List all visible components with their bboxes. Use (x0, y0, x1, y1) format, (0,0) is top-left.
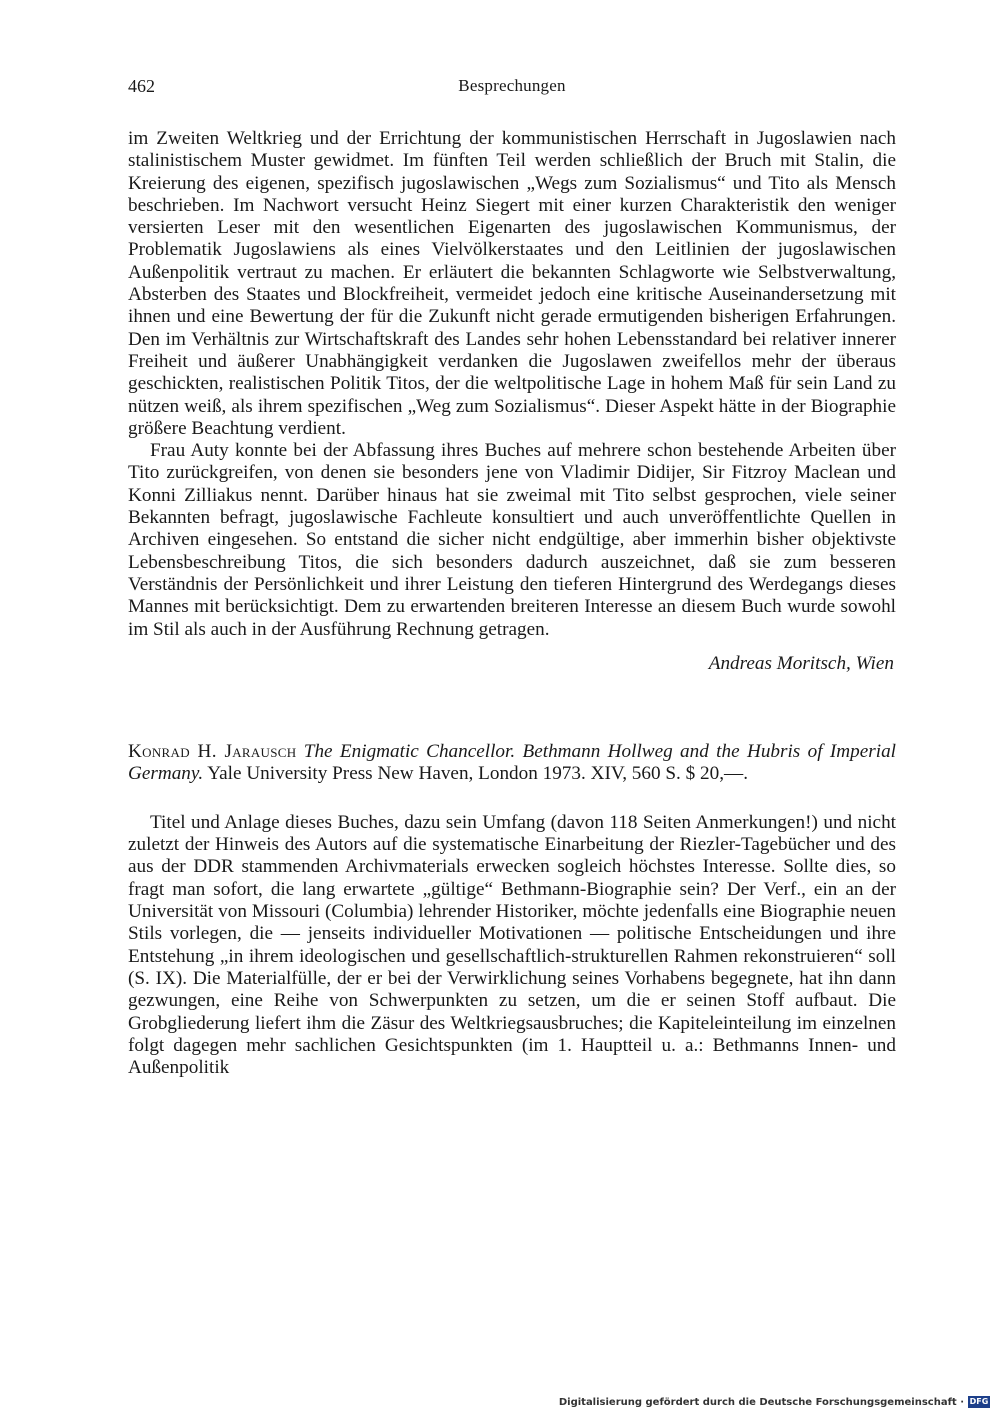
review2-heading (128, 741, 896, 786)
review2-paragraph-1: Titel und Anlage dieses Buches, dazu sein Umfang (davon 118 Seiten Anmerkungen!) und nicht zuletzt der Hinweis des Autors auf die systematische Einarbeitung der Riezler-Tagebücher und des aus der DDR stammenden Archivmaterials erwecken sogleich höchstes Interesse. Sollte dies, so fragt man sofort, die lang erwartete „gültige“ Bethmann-Biographie sein? Der Verf., ein an der Universität von Missouri (Columbia) lehrender Historiker, möchte jedenfalls eine Biographie neuen Stils vorlegen, die — jenseits individueller Motivationen — politische Entscheidungen und ihre Entstehung „in ihrem ideologischen und gesellschaftlich-strukturellen Rahmen rekonstruieren“ soll (S. IX). Die Materialfülle, der er bei der Verwirklichung seines Vorhabens begegnete, hat ihn dann gezwungen, eine Reihe von Schwerpunkten zu setzen, um die er seinen Stoff aufbaut. Die Grobgliederung liefert ihm die Zäsur des Weltkriegsausbruches; die Kapiteleinteilung im einzelnen folgt dagegen mehr sachlichen Gesichtspunkten (im 1. Hauptteil u. a.: Bethmanns Innen- und Außenpolitik (128, 811, 896, 1079)
book-author: Konrad H. Jarausch (128, 740, 297, 762)
page-header (128, 76, 896, 102)
review1-paragraph-2: Frau Auty konnte bei der Abfassung ihres Buches auf mehrere schon bestehende Arbeiten über Tito zurückgreifen, von denen sie besonders jene von Vladimir Didijer, Sir Fitzroy Maclean und Konni Zilliakus nennt. Darüber hinaus hat sie zweimal mit Tito selbst gesprochen, viele seiner Bekannten befragt, jugoslawische Fachleute konsultiert und auch unveröffentlichte Quellen in Archiven eingesehen. So entstand die sicher nicht endgültige, aber immerhin bisher objektivste Lebensbeschreibung Titos, die sich besonders dadurch auszeichnet, daß sie zum besseren Verständnis der Persönlichkeit und ihrer Leistung den tieferen Hintergrund des Werdegangs dieses Mannes mit berücksichtigt. Dem zu erwartenden breiteren Interesse an diesem Buch wurde sowohl im Stil als auch in der Ausführung Rechnung getragen. (128, 440, 896, 640)
review1-paragraph-1: im Zweiten Weltkrieg und der Errichtung der kommunistischen Herrschaft in Jugoslawien nach stalinistischem Muster gewidmet. Im fünften Teil werden schließlich der Bruch mit Stalin, die Kreierung des eigenen, spezifisch jugoslawischen „Wegs zum Sozialismus“ und Tito als Mensch beschrieben. Im Nachwort versucht Heinz Siegert mit einer kurzen Charakteristik den weniger versierten Leser mit den wesentlichen Eigenarten des jugoslawischen Kommunismus, der Problematik Jugoslawiens als eines Vielvölkerstaates und den Leitlinien der jugoslawischen Außenpolitik vertraut zu machen. Er erläutert die bekannten Schlagworte wie Selbstverwaltung, Absterben des Staates und Blockfreiheit, vermeidet jedoch eine kritische Auseinandersetzung mit ihnen und eine Bewertung der für die Zukunft nicht gerade ermutigenden bisherigen Erfahrungen. Den im Verhältnis zur Wirtschaftskraft des Landes sehr hohen Lebensstandard bei relativer innerer Freiheit und äußerer Unabhängigkeit verdanken die Jugoslawen zweifellos mehr der überaus geschickten, realistischen Politik Titos, der die weltpolitische Lage in hohem Maß für sein Land zu nützen weiß, als ihrem spezifischen „Weg zum Sozialismus“. Dieser Aspekt hätte in der Biographie größere Beachtung verdient. (128, 128, 896, 439)
reviewer-signature: Andreas Moritsch, Wien (708, 652, 894, 674)
footer-text: Digitalisierung gefördert durch die Deutsche Forschungsgemeinschaft · (558, 1396, 964, 1408)
publication-info: Yale University Press New Haven, London 1973. XIV, 560 S. $ 20,—. (207, 763, 749, 785)
book-title: The Enigmatic Chancellor. Bethmann Hollweg and the Hubris of Imperial Germany. (128, 740, 896, 785)
digitization-footer (559, 1396, 990, 1408)
running-head: Besprechungen (458, 76, 566, 95)
dfg-logo-icon: DFG (969, 1397, 989, 1406)
page-body (128, 128, 896, 1079)
page-number: 462 (128, 76, 155, 96)
